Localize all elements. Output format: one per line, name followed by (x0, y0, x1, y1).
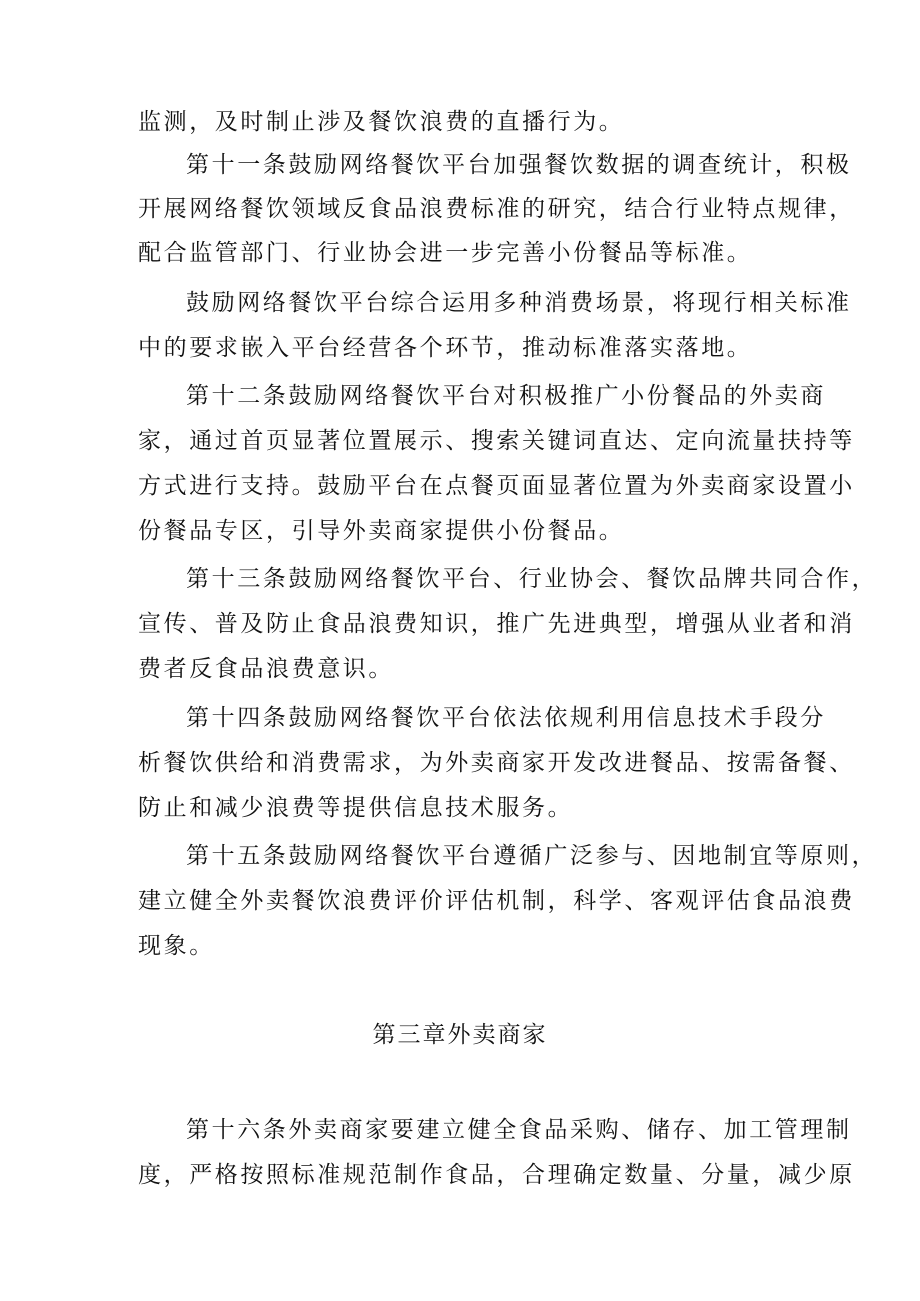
article-15-line: 第十五条鼓励网络餐饮平台遵循广泛参与、因地制宜等原则， (186, 843, 878, 869)
chapter-heading: 第三章外卖商家 (372, 1022, 548, 1048)
text-line: 方式进行支持。鼓励平台在点餐页面显著位置为外卖商家设置小 (138, 473, 855, 499)
article-12-line: 第十二条鼓励网络餐饮平台对积极推广小份餐品的外卖商 (186, 383, 826, 409)
text-line: 开展网络餐饮领域反食品浪费标准的研究，结合行业特点规律， (138, 196, 855, 222)
text-line: 析餐饮供给和消费需求，为外卖商家开发改进餐品、按需备餐、 (138, 750, 855, 776)
text-line: 建立健全外卖餐饮浪费评价评估机制，科学、客观评估食品浪费 (138, 888, 855, 914)
article-16-line: 第十六条外卖商家要建立健全食品采购、储存、加工管理制 (186, 1117, 852, 1143)
text-line: 监测，及时制止涉及餐饮浪费的直播行为。 (138, 109, 625, 135)
text-line: 宣传、普及防止食品浪费知识，推广先进典型，增强从业者和消 (138, 611, 855, 637)
text-line: 现象。 (138, 933, 215, 959)
text-line: 中的要求嵌入平台经营各个环节，推动标准落实落地。 (138, 335, 753, 361)
article-14-line: 第十四条鼓励网络餐饮平台依法依规利用信息技术手段分 (186, 705, 826, 731)
paragraph-line: 鼓励网络餐饮平台综合运用多种消费场景，将现行相关标准 (186, 290, 852, 316)
text-line: 家，通过首页显著位置展示、搜索关键词直达、定向流量扶持等 (138, 428, 855, 454)
text-line: 度，严格按照标准规范制作食品，合理确定数量、分量，减少原 (138, 1162, 855, 1188)
text-line: 配合监管部门、行业协会进一步完善小份餐品等标准。 (138, 240, 753, 266)
text-line: 份餐品专区，引导外卖商家提供小份餐品。 (138, 518, 625, 544)
article-13-line: 第十三条鼓励网络餐饮平台、行业协会、餐饮品牌共同合作， (186, 566, 878, 592)
text-line: 费者反食品浪费意识。 (138, 656, 394, 682)
text-line: 防止和减少浪费等提供信息技术服务。 (138, 795, 574, 821)
article-11-line: 第十一条鼓励网络餐饮平台加强餐饮数据的调查统计，积极 (186, 152, 852, 178)
